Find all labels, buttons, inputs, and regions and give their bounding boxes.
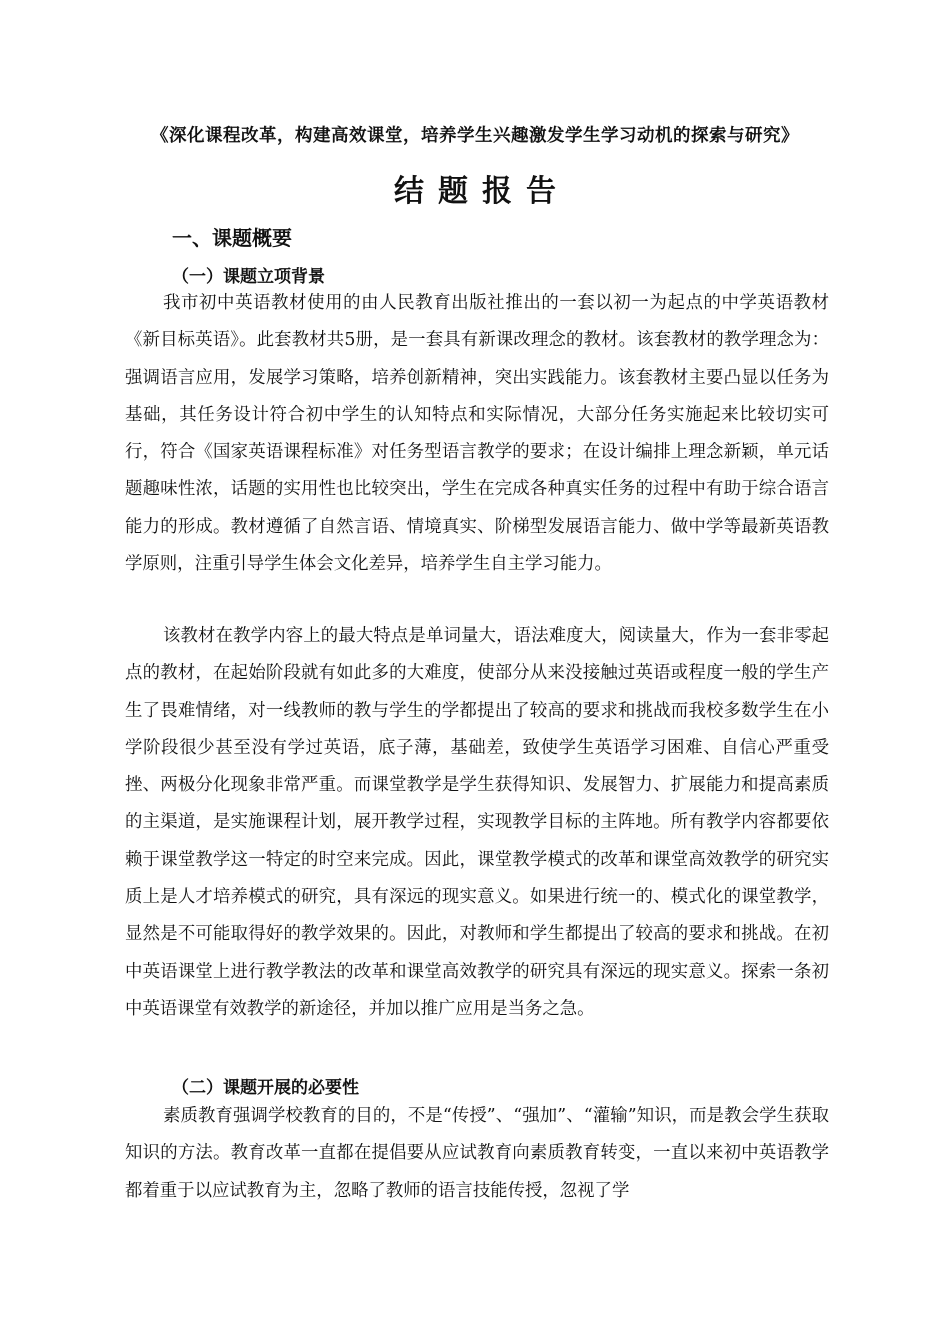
paragraph-background-2: 该教材在教学内容上的最大特点是单词量大，语法难度大，阅读量大，作为一套非零起点的教材，在起始阶段就有如此多的大难度，使部分从来没接触过英语或程度一般的学生产生了畏难情绪，对一线教师的教与学生的学都提出了较高的要求和挑战而我校多数学生在小学阶段很少甚至没有学过英语，底子薄，基础差，致使学生英语学习困难、自信心严重受挫、两极分化现象非常严重。而课堂教学是学生获得知识、发展智力、扩展能力和提高素质的主渠道，是实施课程计划，展开教学过程，实现教学目标的主阵地。所有教学内容都要依赖于课堂教学这一特定的时空来完成。因此，课堂教学模式的改革和课堂高效教学的研究实质上是人才培养模式的研究，具有深远的现实意义。如果进行统一的、模式化的课堂教学，显然是不可能取得好的教学效果的。因此，对教师和学生都提出了较高的要求和挑战。在初中英语课堂上进行教学教法的改革和课堂高效教学的研究具有深远的现实意义。探索一条初中英语课堂有效教学的新途径，并加以推广应用是当务之急。 (125, 626, 829, 1019)
section-heading-overview: 一、课题概要 (172, 226, 292, 250)
paragraph-necessity-1: 素质教育强调学校教育的目的，不是“传授”、“强加”、“灌输”知识，而是教会学生获取知识的方法。教育改革一直都在提倡要从应试教育向素质教育转变，一直以来初中英语教学都着重于以应试教育为主，忽略了教师的语言技能传授，忽视了学 (125, 1106, 829, 1201)
subsection-heading-necessity: （二）课题开展的必要性 (172, 1078, 359, 1098)
paragraph-background-1: 我市初中英语教材使用的由人民教育出版社推出的一套以初一为起点的中学英语教材《新目标英语》。此套教材共5册，是一套具有新课改理念的教材。该套教材的教学理念为：强调语言应用，发展学习策略，培养创新精神，突出实践能力。该套教材主要凸显以任务为基础，其任务设计符合初中学生的认知特点和实际情况，大部分任务实施起来比较切实可行，符合《国家英语课程标准》对任务型语言教学的要求；在设计编排上理念新颖，单元话题趣味性浓，话题的实用性也比较突出，学生在完成各种真实任务的过程中有助于综合语言能力的形成。教材遵循了自然言语、情境真实、阶梯型发展语言能力、做中学等最新英语教学原则，注重引导学生体会文化差异，培养学生自主学习能力。 (125, 293, 829, 575)
report-heading: 结题报告 (394, 174, 570, 209)
subsection-heading-background: （一）课题立项背景 (172, 267, 325, 287)
document-title: 《深化课程改革，构建高效课堂，培养学生兴趣激发学生学习动机的探索与研究》 (151, 126, 799, 146)
